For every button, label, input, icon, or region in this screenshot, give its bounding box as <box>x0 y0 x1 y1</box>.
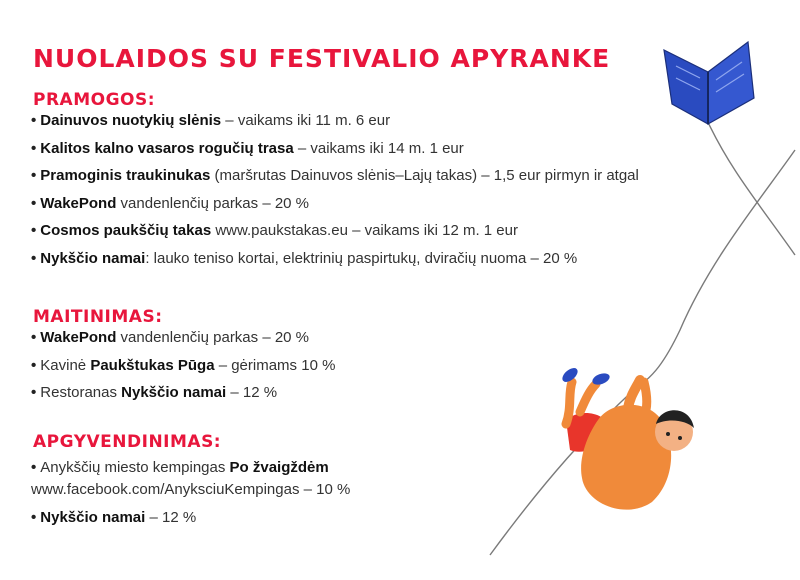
list-item: • Kalitos kalno vasaros rogučių trasa – vaikams iki 14 m. 1 eur <box>31 139 464 157</box>
list-item: • Anykščių miesto kempingas Po žvaigždėm www.facebook.com/AnyksciuKempingas – 10 % <box>31 457 350 501</box>
bullet-icon: • <box>31 222 37 239</box>
maitinimas-list <box>31 327 335 410</box>
list-item: • WakePond vandenlenčių parkas – 20 % <box>31 329 310 346</box>
section-heading-apgyvendinimas: APGYVENDINIMAS: <box>33 432 222 452</box>
list-item: • Cosmos paukščių takas www.paukstakas.eu – vaikams iki 12 m. 1 eur <box>31 222 518 239</box>
bullet-icon: • <box>31 194 37 212</box>
kempingas-link-line: www.facebook.com/AnyksciuKempingas – 10 % <box>31 481 351 498</box>
bullet-icon: • <box>31 249 37 267</box>
bullet-icon: • <box>31 112 37 129</box>
kite-string-icon <box>706 118 795 255</box>
list-item: • Nykščio namai – 12 % <box>31 508 197 526</box>
section-heading-pramogos: PRAMOGOS: <box>33 90 156 110</box>
bullet-icon: • <box>31 329 37 346</box>
bullet-icon: • <box>31 508 37 526</box>
bullet-icon: • <box>31 384 37 401</box>
list-item: • WakePond vandenlenčių parkas – 20 % <box>31 194 310 212</box>
list-item: • Nykščio namai: lauko teniso kortai, elektrinių paspirtukų, dviračių nuoma – 20 % <box>31 249 578 267</box>
page-title: NUOLAIDOS SU FESTIVALIO APYRANKE <box>33 44 611 73</box>
bullet-icon: • <box>31 167 37 184</box>
flying-book-icon <box>664 42 754 124</box>
apgyvendinimas-list <box>31 457 350 534</box>
list-item: • Pramoginis traukinukas (maršrutas Dainuvos slėnis–Lajų takas) – 1,5 eur pirmyn ir atgal <box>31 167 639 184</box>
bullet-icon: • <box>31 139 37 157</box>
list-item: • Restoranas Nykščio namai – 12 % <box>31 384 278 401</box>
pramogos-list <box>31 110 639 275</box>
climbing-child-icon <box>560 365 694 509</box>
section-heading-maitinimas: MAITINIMAS: <box>33 307 163 327</box>
bullet-icon: • <box>31 356 37 374</box>
kite-string-icon <box>642 150 795 384</box>
kite-string-icon <box>490 384 640 555</box>
list-item: • Kavinė Paukštukas Pūga – gėrimams 10 % <box>31 356 336 374</box>
list-item: • Dainuvos nuotykių slėnis – vaikams iki 11 m. 6 eur <box>31 112 391 129</box>
bullet-icon: • <box>31 459 37 476</box>
